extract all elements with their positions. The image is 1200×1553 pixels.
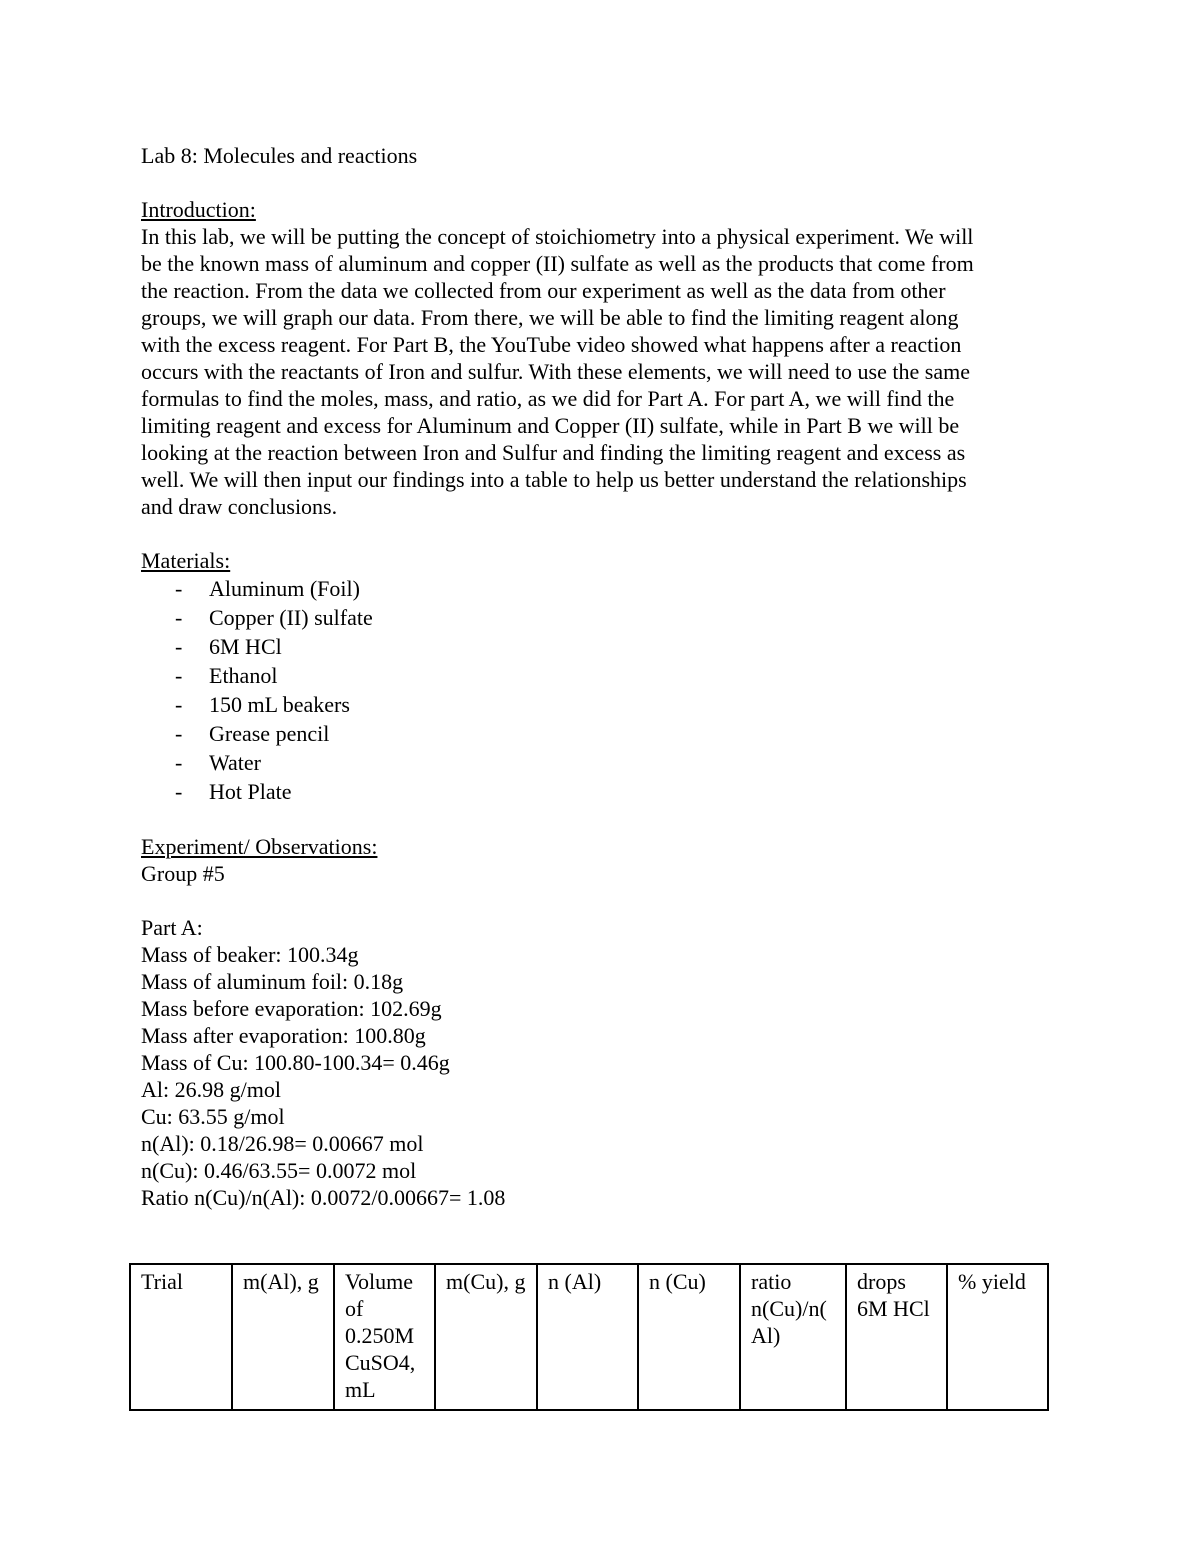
material-name: Ethanol <box>209 663 278 688</box>
material-name: Grease pencil <box>209 721 330 746</box>
material-name: Water <box>209 750 261 775</box>
introduction-paragraph <box>141 223 1051 520</box>
list-item <box>141 748 1051 777</box>
introduction-line: and draw conclusions. <box>141 494 338 519</box>
introduction-line: with the excess reagent. For Part B, the YouTube video showed what happens after a reaction <box>141 332 962 357</box>
introduction-line: groups, we will graph our data. From there, we will be able to find the limiting reagent along <box>141 305 959 330</box>
measurement-line: Al: 26.98 g/mol <box>141 1077 281 1102</box>
introduction-line: well. We will then input our findings into a table to help us better understand the relationships <box>141 467 967 492</box>
list-item <box>141 690 1051 719</box>
bullet-dash: - <box>175 692 183 717</box>
introduction-line: looking at the reaction between Iron and Sulfur and finding the limiting reagent and excess as <box>141 440 966 465</box>
material-name: Copper (II) sulfate <box>209 605 373 630</box>
table-header-row <box>130 1264 1048 1410</box>
measurement-line: Cu: 63.55 g/mol <box>141 1104 285 1129</box>
column-header: % yield <box>947 1264 1048 1410</box>
document-title: Lab 8: Molecules and reactions <box>141 143 418 168</box>
bullet-dash: - <box>175 634 183 659</box>
results-table <box>129 1263 1049 1411</box>
column-header: m(Cu), g <box>435 1264 537 1410</box>
introduction-line: limiting reagent and excess for Aluminum and Copper (II) sulfate, while in Part B we will be <box>141 413 960 438</box>
list-item <box>141 719 1051 748</box>
measurement-line: n(Cu): 0.46/63.55= 0.0072 mol <box>141 1158 417 1183</box>
column-header: n (Cu) <box>638 1264 740 1410</box>
part-a-heading: Part A: <box>141 915 203 940</box>
material-name: Aluminum (Foil) <box>209 576 360 601</box>
list-item <box>141 661 1051 690</box>
measurement-line: Mass before evaporation: 102.69g <box>141 996 442 1021</box>
measurement-line: Mass after evaporation: 100.80g <box>141 1023 426 1048</box>
bullet-dash: - <box>175 721 183 746</box>
materials-heading: Materials: <box>141 548 231 573</box>
list-item <box>141 603 1051 632</box>
column-header: Volume of 0.250M CuSO4, mL <box>334 1264 435 1410</box>
introduction-line: the reaction. From the data we collected from our experiment as well as the data from other <box>141 278 946 303</box>
material-name: 6M HCl <box>209 634 282 659</box>
column-header: drops 6M HCl <box>846 1264 947 1410</box>
bullet-dash: - <box>175 663 183 688</box>
list-item <box>141 777 1051 806</box>
material-name: Hot Plate <box>209 779 292 804</box>
column-header: n (Al) <box>537 1264 638 1410</box>
materials-list <box>141 574 1051 806</box>
column-header: ratio n(Cu)/n(Al) <box>740 1264 846 1410</box>
introduction-heading: Introduction: <box>141 197 256 222</box>
document-page <box>141 142 1051 1211</box>
column-header: m(Al), g <box>232 1264 334 1410</box>
measurement-line: Mass of Cu: 100.80-100.34= 0.46g <box>141 1050 450 1075</box>
list-item <box>141 632 1051 661</box>
bullet-dash: - <box>175 779 183 804</box>
introduction-line: In this lab, we will be putting the concept of stoichiometry into a physical experiment. We will <box>141 224 974 249</box>
measurement-line: Mass of aluminum foil: 0.18g <box>141 969 404 994</box>
bullet-dash: - <box>175 605 183 630</box>
introduction-line: be the known mass of aluminum and copper (II) sulfate as well as the products that come from <box>141 251 974 276</box>
measurement-line: Ratio n(Cu)/n(Al): 0.0072/0.00667= 1.08 <box>141 1185 506 1210</box>
bullet-dash: - <box>175 576 183 601</box>
introduction-line: formulas to find the moles, mass, and ratio, as we did for Part A. For part A, we will find the <box>141 386 955 411</box>
introduction-line: occurs with the reactants of Iron and sulfur. With these elements, we will need to use the same <box>141 359 970 384</box>
column-header: Trial <box>130 1264 232 1410</box>
bullet-dash: - <box>175 750 183 775</box>
experiment-heading: Experiment/ Observations: <box>141 834 378 859</box>
material-name: 150 mL beakers <box>209 692 350 717</box>
group-label: Group #5 <box>141 861 225 886</box>
list-item <box>141 574 1051 603</box>
measurement-line: Mass of beaker: 100.34g <box>141 942 359 967</box>
measurement-line: n(Al): 0.18/26.98= 0.00667 mol <box>141 1131 424 1156</box>
